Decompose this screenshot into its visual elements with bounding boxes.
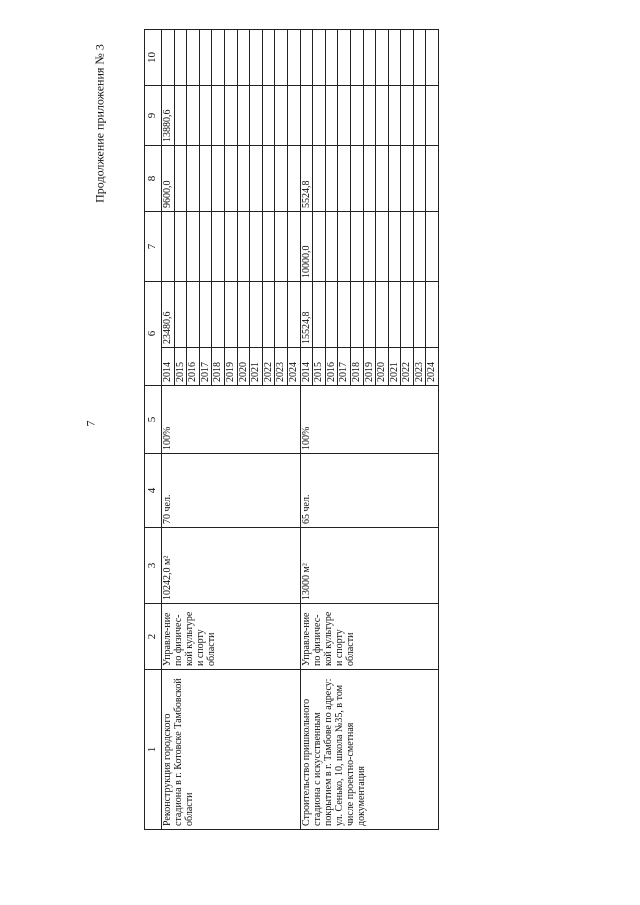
appendix-title: Продолжение приложения № 3	[92, 44, 107, 203]
federal-cell	[338, 212, 351, 282]
regional-cell	[287, 146, 300, 212]
federal-cell: 10000,0	[300, 212, 313, 282]
federal-cell	[237, 212, 250, 282]
col-header-3: 3	[145, 528, 162, 604]
regional-cell	[350, 146, 363, 212]
year-cell: 2022	[262, 348, 275, 386]
area-cell: 10242,0 м²	[162, 528, 301, 604]
project-name-cell: Строительство пришкольного стадиона с искусственным покрытием в г. Тамбове по адресу: ул. Сенько, 10, школа №35, в том числе проектно-сметная документация	[300, 670, 439, 830]
executor-cell: Управле-ние по физичес-кой культуре и спорту области	[300, 604, 439, 670]
other-cell	[250, 30, 263, 86]
other-cell	[237, 30, 250, 86]
col-header-8: 8	[145, 146, 162, 212]
regional-cell	[187, 146, 200, 212]
col-header-1: 1	[145, 670, 162, 830]
year-cell: 2023	[413, 348, 426, 386]
local-cell	[363, 86, 376, 146]
local-cell	[250, 86, 263, 146]
year-cell: 2016	[325, 348, 338, 386]
other-cell	[426, 30, 439, 86]
regional-cell	[174, 146, 187, 212]
regional-cell	[224, 146, 237, 212]
table-row	[162, 30, 175, 830]
page-number: 7	[83, 420, 98, 427]
year-cell: 2023	[275, 348, 288, 386]
col-header-4: 4	[145, 454, 162, 528]
local-cell	[313, 86, 326, 146]
year-cell: 2014	[300, 348, 313, 386]
total-cell	[363, 282, 376, 348]
year-cell: 2017	[199, 348, 212, 386]
year-cell: 2018	[212, 348, 225, 386]
regional-cell	[338, 146, 351, 212]
local-cell	[401, 86, 414, 146]
local-cell	[212, 86, 225, 146]
total-cell	[250, 282, 263, 348]
total-cell	[187, 282, 200, 348]
federal-cell	[224, 212, 237, 282]
federal-cell	[162, 212, 175, 282]
other-cell	[212, 30, 225, 86]
percent-cell: 100%	[162, 386, 301, 454]
local-cell	[376, 86, 389, 146]
federal-cell	[376, 212, 389, 282]
regional-cell	[376, 146, 389, 212]
other-cell	[174, 30, 187, 86]
federal-cell	[313, 212, 326, 282]
year-cell: 2018	[350, 348, 363, 386]
regional-cell	[401, 146, 414, 212]
federal-cell	[212, 212, 225, 282]
regional-cell: 5524,8	[300, 146, 313, 212]
local-cell	[413, 86, 426, 146]
year-cell: 2024	[426, 348, 439, 386]
total-cell	[401, 282, 414, 348]
total-cell	[212, 282, 225, 348]
total-cell	[325, 282, 338, 348]
year-cell: 2022	[401, 348, 414, 386]
other-cell	[325, 30, 338, 86]
local-cell	[426, 86, 439, 146]
percent-cell: 100%	[300, 386, 439, 454]
regional-cell	[325, 146, 338, 212]
year-cell: 2014	[162, 348, 175, 386]
federal-cell	[363, 212, 376, 282]
col-header-10: 10	[145, 30, 162, 86]
regional-cell	[250, 146, 263, 212]
other-cell	[300, 30, 313, 86]
header-row	[145, 30, 162, 830]
year-cell: 2020	[237, 348, 250, 386]
other-cell	[224, 30, 237, 86]
total-cell	[376, 282, 389, 348]
regional-cell	[313, 146, 326, 212]
regional-cell	[212, 146, 225, 212]
local-cell	[199, 86, 212, 146]
regional-cell	[237, 146, 250, 212]
regional-cell	[413, 146, 426, 212]
other-cell	[413, 30, 426, 86]
capacity-cell: 65 чел.	[300, 454, 439, 528]
other-cell	[401, 30, 414, 86]
total-cell	[199, 282, 212, 348]
local-cell	[338, 86, 351, 146]
other-cell	[187, 30, 200, 86]
total-cell	[338, 282, 351, 348]
regional-cell: 9600,0	[162, 146, 175, 212]
local-cell	[237, 86, 250, 146]
federal-cell	[250, 212, 263, 282]
local-cell	[224, 86, 237, 146]
other-cell	[376, 30, 389, 86]
regional-cell	[426, 146, 439, 212]
regional-cell	[363, 146, 376, 212]
total-cell	[174, 282, 187, 348]
year-cell: 2019	[224, 348, 237, 386]
federal-cell	[199, 212, 212, 282]
regional-cell	[275, 146, 288, 212]
local-cell	[325, 86, 338, 146]
area-cell: 13000 м²	[300, 528, 439, 604]
year-cell: 2015	[313, 348, 326, 386]
federal-cell	[401, 212, 414, 282]
total-cell	[262, 282, 275, 348]
federal-cell	[413, 212, 426, 282]
year-cell: 2021	[250, 348, 263, 386]
other-cell	[363, 30, 376, 86]
col-header-9: 9	[145, 86, 162, 146]
local-cell	[287, 86, 300, 146]
other-cell	[350, 30, 363, 86]
other-cell	[388, 30, 401, 86]
local-cell	[388, 86, 401, 146]
year-cell: 2017	[338, 348, 351, 386]
regional-cell	[388, 146, 401, 212]
local-cell	[187, 86, 200, 146]
total-cell	[426, 282, 439, 348]
table-row	[300, 30, 313, 830]
total-cell: 23480,6	[162, 282, 175, 348]
federal-cell	[187, 212, 200, 282]
other-cell	[287, 30, 300, 86]
program-table	[144, 29, 439, 830]
total-cell	[237, 282, 250, 348]
other-cell	[275, 30, 288, 86]
total-cell	[275, 282, 288, 348]
federal-cell	[325, 212, 338, 282]
local-cell	[262, 86, 275, 146]
total-cell	[313, 282, 326, 348]
total-cell	[287, 282, 300, 348]
col-header-5: 5	[145, 386, 162, 454]
other-cell	[162, 30, 175, 86]
local-cell	[275, 86, 288, 146]
total-cell	[413, 282, 426, 348]
total-cell	[388, 282, 401, 348]
other-cell	[262, 30, 275, 86]
capacity-cell: 70 чел.	[162, 454, 301, 528]
project-name-cell: Реконструкция городского стадиона в г. Котовске Тамбовской области	[162, 670, 301, 830]
regional-cell	[262, 146, 275, 212]
federal-cell	[287, 212, 300, 282]
executor-cell: Управле-ние по физичес-кой культуре и спорту области	[162, 604, 301, 670]
federal-cell	[426, 212, 439, 282]
year-cell: 2024	[287, 348, 300, 386]
local-cell: 13880,6	[162, 86, 175, 146]
local-cell	[350, 86, 363, 146]
year-cell: 2020	[376, 348, 389, 386]
year-cell: 2021	[388, 348, 401, 386]
local-cell	[174, 86, 187, 146]
other-cell	[199, 30, 212, 86]
federal-cell	[275, 212, 288, 282]
year-cell: 2019	[363, 348, 376, 386]
total-cell: 15524,8	[300, 282, 313, 348]
col-header-6: 6	[145, 282, 162, 386]
federal-cell	[350, 212, 363, 282]
federal-cell	[174, 212, 187, 282]
local-cell	[300, 86, 313, 146]
col-header-7: 7	[145, 212, 162, 282]
total-cell	[350, 282, 363, 348]
document-table-rotated	[144, 30, 570, 830]
total-cell	[224, 282, 237, 348]
other-cell	[338, 30, 351, 86]
federal-cell	[388, 212, 401, 282]
regional-cell	[199, 146, 212, 212]
col-header-2: 2	[145, 604, 162, 670]
federal-cell	[262, 212, 275, 282]
year-cell: 2016	[187, 348, 200, 386]
year-cell: 2015	[174, 348, 187, 386]
other-cell	[313, 30, 326, 86]
